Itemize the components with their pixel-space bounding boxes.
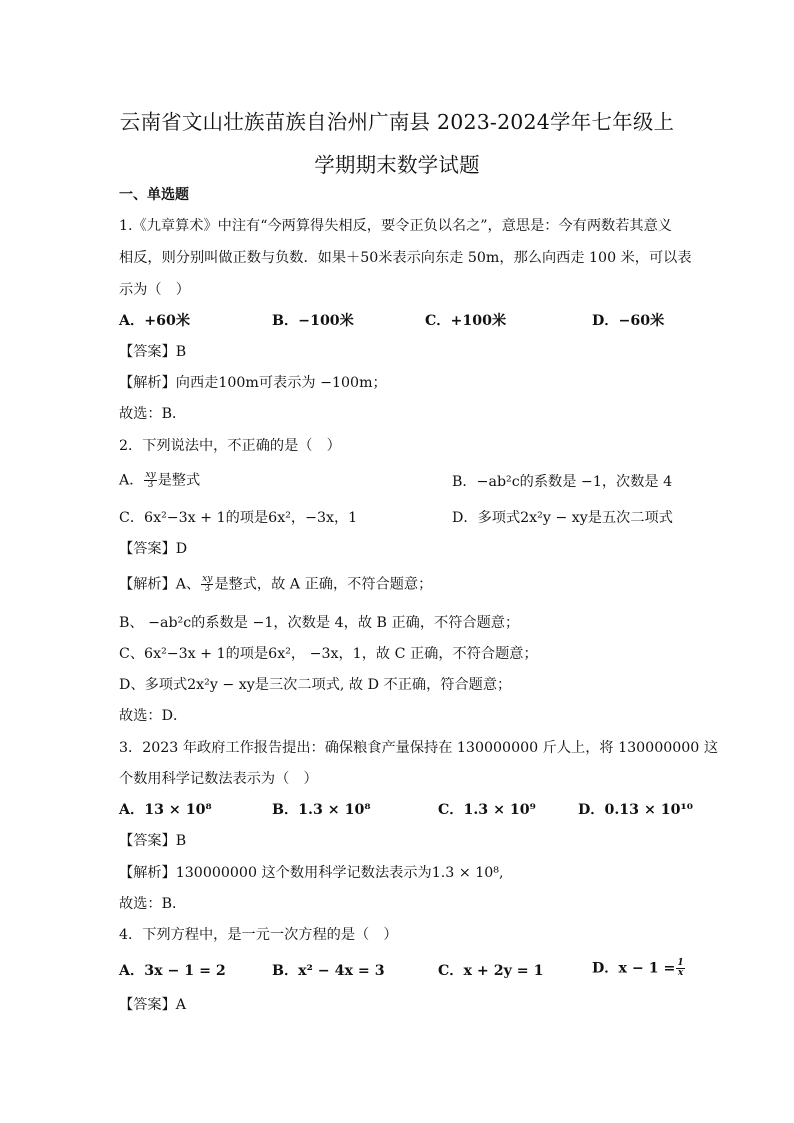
q4-option-b: B．x² − 4x = 3 (272, 963, 385, 979)
fraction-numerator: xy (202, 574, 213, 584)
q2-analysis-a (119, 575, 432, 594)
q3-option-d: D．0.13 × 10¹⁰ (578, 802, 693, 818)
fraction-numerator: xy (145, 470, 156, 480)
section-heading: 一、单选题 (119, 187, 189, 203)
q4-option-c: C．x + 2y = 1 (438, 963, 544, 979)
q2-option-a-prefix: A． (119, 472, 144, 489)
q1-stem-line1: 1.《九章算术》中注有“今两算得失相反，要令正负以名之”，意思是：今有两数若其意义 (119, 218, 672, 234)
q1-analysis: 【解析】向西走100m可表示为 −100m； (119, 375, 387, 391)
q2-analysis-a-prefix: 【解析】A、 (119, 576, 201, 593)
q3-answer: 【答案】B (119, 833, 187, 849)
q1-option-a: A．+60米 (119, 313, 191, 329)
fraction-denominator: 3 (204, 584, 211, 594)
q2-analysis-b: B、 −ab²c的系数是 −1，次数是 4，故 B 正确，不符合题意； (119, 615, 520, 631)
q1-stem-line3: 示为（ ） (119, 282, 190, 298)
q2-stem: 2．下列说法中，不正确的是（ ） (119, 438, 341, 454)
q1-answer: 【答案】B (119, 344, 187, 360)
fraction-denominator: x (677, 968, 684, 978)
q2-option-c: C．6x²−3x + 1的项是6x²，−3x，1 (119, 510, 358, 526)
q1-option-c: C．+100米 (425, 313, 507, 329)
q2-option-a (119, 471, 200, 490)
q1-stem-line2: 相反，则分别叫做正数与负数．如果＋50米表示向东走 50m，那么向西走 100 米，可以表 (119, 250, 692, 266)
q1-option-d: D．−60米 (592, 313, 665, 329)
q2-option-d: D．多项式2x²y − xy是五次二项式 (452, 510, 673, 526)
q3-option-c: C．1.3 × 10⁹ (438, 802, 536, 818)
q2-option-a-fraction (144, 471, 156, 490)
q4-option-d-fraction (676, 959, 684, 978)
q2-conclusion: 故选：D． (119, 708, 188, 724)
q3-option-b: B．1.3 × 10⁸ (272, 802, 371, 818)
q2-option-a-suffix: 是整式 (157, 472, 201, 489)
q4-option-d (592, 959, 686, 978)
doc-title-line2: 学期期末数学试题 (314, 153, 480, 177)
q2-option-b: B．−ab²c的系数是 −1，次数是 4 (452, 474, 673, 490)
q3-analysis: 【解析】130000000 这个数用科学记数法表示为1.3 × 10⁸, (119, 865, 504, 881)
fraction-denominator: 3 (147, 480, 154, 490)
q3-stem-line2: 个数用科学记数法表示为（ ） (119, 771, 318, 787)
q4-stem: 4．下列方程中，是一元一次方程的是（ ） (119, 927, 398, 943)
q3-conclusion: 故选：B． (119, 896, 187, 912)
q2-analysis-d: D、多项式2x²y − xy是三次二项式, 故 D 不正确，符合题意； (119, 677, 512, 693)
q1-conclusion: 故选：B． (119, 406, 187, 422)
q3-stem-line1: 3．2023 年政府工作报告提出：确保粮食产量保持在 130000000 斤人上，将 130000000 这 (119, 740, 719, 756)
q3-option-a: A．13 × 10⁸ (119, 802, 212, 818)
q4-answer: 【答案】A (119, 997, 186, 1013)
q4-option-d-prefix: D．x − 1 = (592, 960, 676, 977)
q4-option-a: A．3x − 1 = 2 (119, 963, 226, 979)
q2-answer: 【答案】D (119, 541, 188, 557)
q2-analysis-a-fraction (201, 575, 213, 594)
q2-analysis-c: C、6x²−3x + 1的项是6x²， −3x，1，故 C 正确，不符合题意； (119, 646, 538, 662)
q2-analysis-a-suffix: 是整式，故 A 正确，不符合题意； (214, 576, 433, 593)
q1-option-b: B．−100米 (272, 313, 354, 329)
fraction-numerator: 1 (677, 958, 684, 968)
doc-title-line1: 云南省文山壮族苗族自治州广南县 2023-2024学年七年级上 (119, 110, 675, 134)
